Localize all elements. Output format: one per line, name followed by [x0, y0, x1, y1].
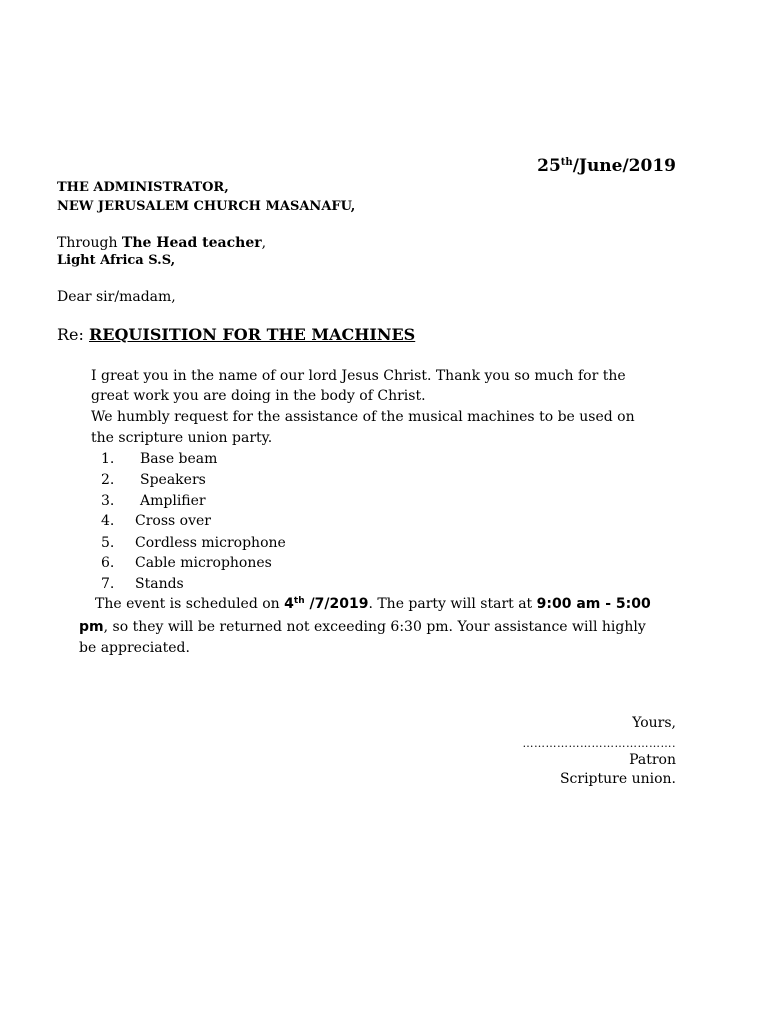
event-date: 4th /7/2019: [284, 596, 369, 612]
body-paragraph-line: We humbly request for the assistance of the musical machines to be used on: [91, 409, 635, 425]
list-item: 4. Cross over: [101, 513, 211, 529]
signer-organization: Scripture union.: [559, 771, 676, 787]
event-paragraph-line: pm, so they will be returned not exceeding 6:30 pm. Your assistance will highly: [79, 619, 646, 635]
letter-date: 25th/June/2019: [537, 156, 676, 176]
event-paragraph-line: be appreciated.: [79, 640, 190, 656]
event-paragraph-line: The event is scheduled on 4th /7/2019. The party will start at 9:00 am - 5:00: [95, 596, 651, 612]
subject-title: REQUISITION FOR THE MACHINES: [89, 325, 416, 344]
list-item: 7. Stands: [101, 576, 184, 592]
signer-title: Patron: [629, 752, 676, 768]
body-paragraph-line: I great you in the name of our lord Jesus Christ. Thank you so much for the: [91, 368, 626, 384]
list-item: 5. Cordless microphone: [101, 535, 286, 551]
list-item: 3. Amplifier: [101, 493, 206, 509]
list-item: 6. Cable microphones: [101, 555, 272, 571]
closing: Yours,: [632, 715, 676, 731]
signature-line: ………………………………….: [522, 737, 676, 750]
through-line: Through The Head teacher,: [57, 235, 267, 251]
event-time: 9:00 am - 5:00: [536, 596, 651, 612]
salutation: Dear sir/madam,: [57, 289, 176, 305]
list-item: 2. Speakers: [101, 472, 206, 488]
body-paragraph-line: great work you are doing in the body of Christ.: [91, 388, 426, 404]
recipient-line-2: NEW JERUSALEM CHURCH MASANAFU,: [57, 199, 356, 214]
body-paragraph-line: the scripture union party.: [91, 430, 273, 446]
recipient-line-1: THE ADMINISTRATOR,: [57, 180, 229, 195]
list-item: 1. Base beam: [101, 451, 218, 467]
school-name: Light Africa S.S,: [57, 253, 176, 268]
subject-line: Re: REQUISITION FOR THE MACHINES: [57, 325, 416, 344]
